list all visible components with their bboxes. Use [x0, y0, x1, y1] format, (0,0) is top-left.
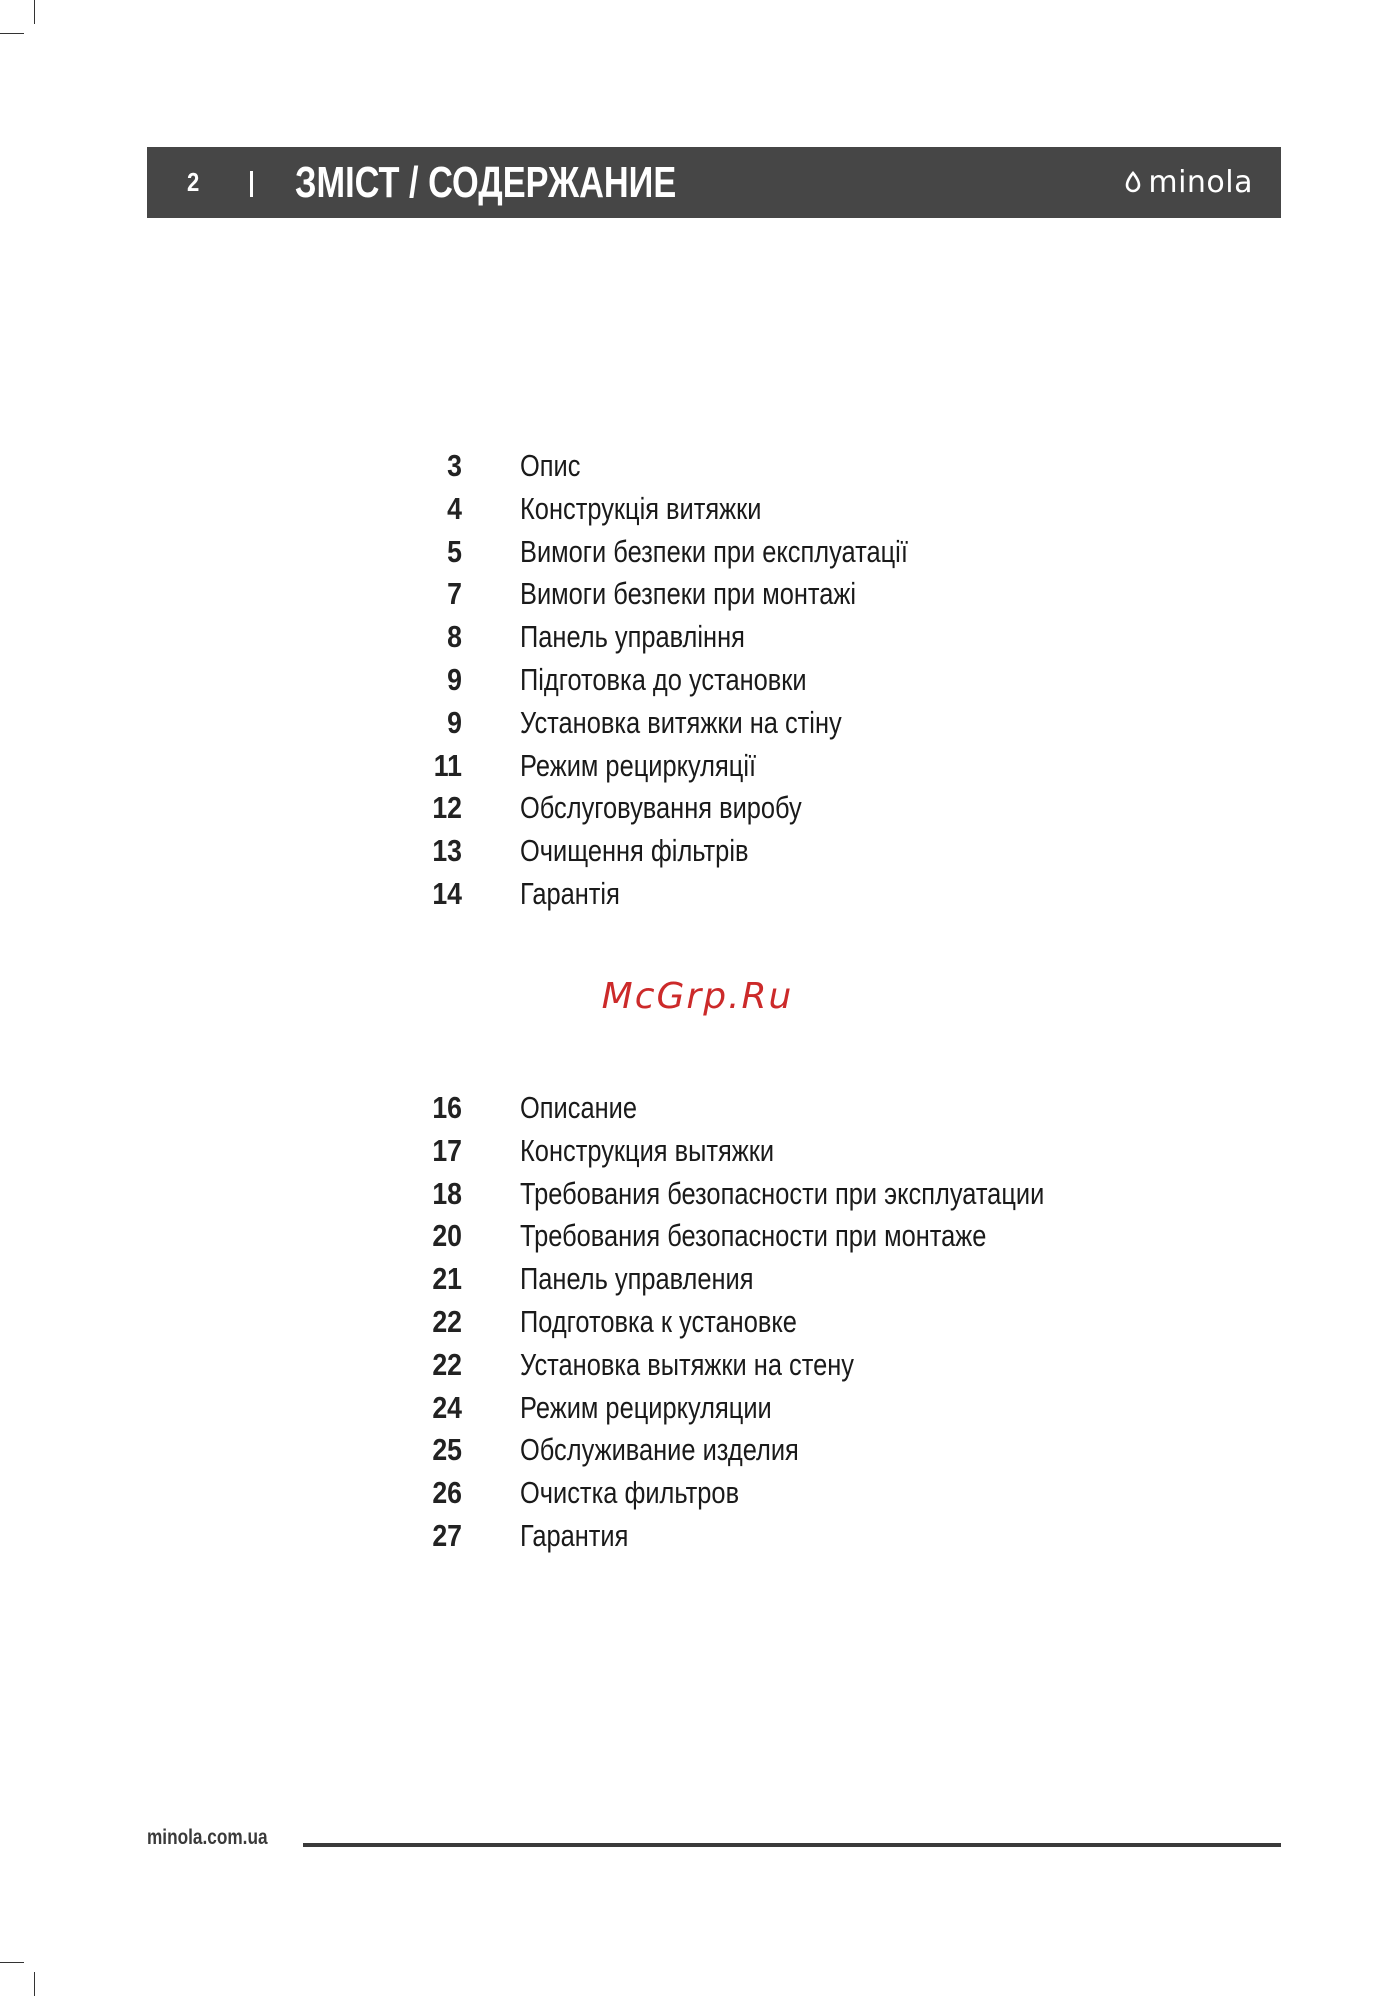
toc-entry[interactable]	[420, 1515, 1220, 1558]
toc-title: Обслуживание изделия	[520, 1432, 799, 1468]
toc-page-number: 22	[432, 1346, 462, 1382]
toc-page-number: 12	[432, 790, 462, 826]
toc-page-number: 9	[447, 704, 462, 740]
toc-entry[interactable]	[420, 1344, 1220, 1387]
toc-title: Режим рециркуляції	[520, 747, 757, 783]
toc-title: Підготовка до установки	[520, 661, 807, 697]
toc-entry[interactable]	[420, 573, 1220, 616]
toc-entry[interactable]	[420, 1472, 1220, 1515]
toc-page-number: 27	[432, 1517, 462, 1553]
toc-title: Очищення фільтрів	[520, 833, 749, 869]
toc-page-number: 11	[433, 747, 462, 783]
toc-title: Вимоги безпеки при монтажі	[520, 576, 857, 612]
toc-entry[interactable]	[420, 1087, 1220, 1130]
toc-page-number: 24	[432, 1389, 462, 1425]
toc-page-number: 8	[447, 619, 462, 655]
toc-entry[interactable]	[420, 1429, 1220, 1472]
toc-page-number: 14	[432, 875, 462, 911]
toc-entry[interactable]	[420, 1301, 1220, 1344]
crop-mark	[0, 33, 24, 34]
toc-entry[interactable]	[420, 531, 1220, 574]
toc-page-number: 25	[432, 1432, 462, 1468]
toc-page-number: 4	[447, 490, 462, 526]
toc-russian	[420, 1087, 1220, 1558]
toc-title: Установка вытяжки на стену	[520, 1346, 854, 1382]
toc-title: Требования безопасности при монтаже	[520, 1218, 987, 1254]
toc-entry[interactable]	[420, 659, 1220, 702]
toc-entry[interactable]	[420, 616, 1220, 659]
crop-mark	[34, 0, 35, 24]
page-title: ЗМІСТ / СОДЕРЖАНИЕ	[295, 158, 677, 207]
toc-title: Установка витяжки на стіну	[520, 704, 842, 740]
toc-title: Вимоги безпеки при експлуатації	[520, 533, 908, 569]
toc-page-number: 16	[432, 1090, 462, 1125]
toc-entry[interactable]	[420, 830, 1220, 873]
toc-title: Очистка фильтров	[520, 1475, 740, 1511]
toc-page-number: 26	[432, 1475, 462, 1511]
brand-logo	[1124, 147, 1253, 218]
toc-entry[interactable]	[420, 873, 1220, 916]
toc-title: Обслуговування виробу	[520, 790, 802, 826]
toc-entry[interactable]	[420, 1130, 1220, 1173]
toc-title: Описание	[520, 1090, 637, 1125]
toc-title: Опис	[520, 448, 581, 483]
crop-mark	[34, 1972, 35, 1996]
toc-title: Требования безопасности при эксплуатации	[520, 1175, 1045, 1211]
toc-entry[interactable]	[420, 745, 1220, 788]
toc-page-number: 13	[432, 833, 462, 869]
drop-icon	[1124, 171, 1142, 195]
toc-title: Конструкція витяжки	[520, 490, 762, 526]
footer-rule	[303, 1843, 1281, 1847]
toc-page-number: 22	[432, 1303, 462, 1339]
toc-page-number: 18	[432, 1175, 462, 1211]
header-divider	[250, 171, 253, 197]
toc-title: Конструкция вытяжки	[520, 1132, 775, 1168]
toc-entry[interactable]	[420, 1258, 1220, 1301]
toc-title: Режим рециркуляции	[520, 1389, 772, 1425]
toc-entry[interactable]	[420, 702, 1220, 745]
toc-page-number: 3	[447, 448, 462, 483]
toc-entry[interactable]	[420, 1173, 1220, 1216]
toc-page-number: 21	[432, 1261, 462, 1297]
toc-title: Панель управління	[520, 619, 745, 655]
toc-page-number: 17	[432, 1132, 462, 1168]
toc-title: Гарантія	[520, 875, 620, 911]
toc-entry[interactable]	[420, 1215, 1220, 1258]
toc-page-number: 20	[432, 1218, 462, 1254]
brand-name: minola	[1148, 165, 1253, 200]
toc-entry[interactable]	[420, 445, 1220, 488]
toc-title: Подготовка к установке	[520, 1303, 797, 1339]
footer-url: minola.com.ua	[147, 1826, 268, 1849]
toc-entry[interactable]	[420, 787, 1220, 830]
toc-page-number: 9	[447, 661, 462, 697]
toc-entry[interactable]	[420, 488, 1220, 531]
toc-page-number: 5	[447, 533, 462, 569]
toc-ukrainian	[420, 445, 1220, 916]
toc-page-number: 7	[447, 576, 462, 612]
crop-mark	[0, 1962, 24, 1963]
toc-title: Гарантия	[520, 1517, 629, 1553]
toc-entry[interactable]	[420, 1387, 1220, 1430]
watermark: McGrp.Ru	[601, 976, 794, 1017]
toc-title: Панель управления	[520, 1261, 754, 1297]
page-number: 2	[187, 167, 200, 197]
header-bar	[147, 147, 1281, 218]
